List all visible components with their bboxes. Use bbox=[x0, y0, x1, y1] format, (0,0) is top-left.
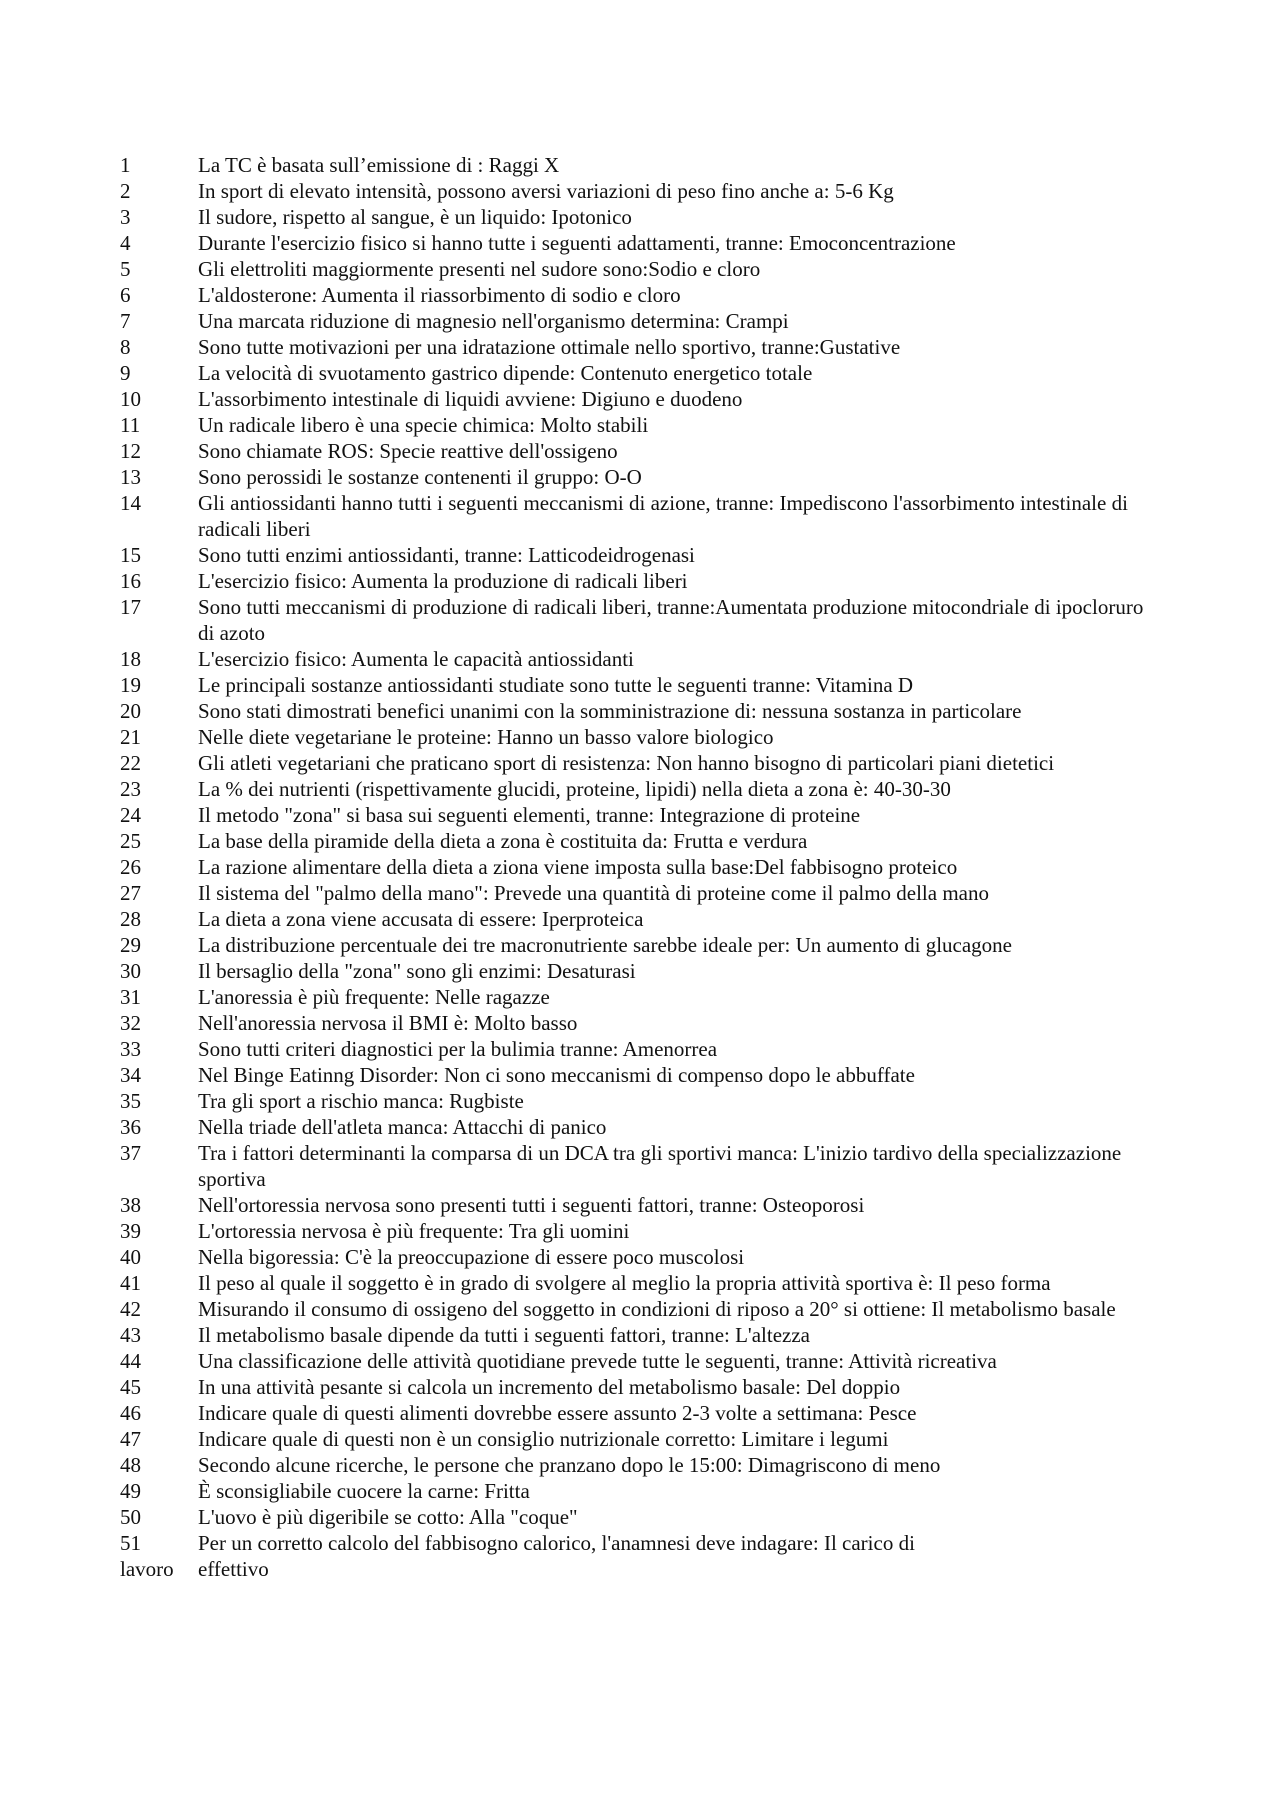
item-text: Tra i fattori determinanti la comparsa di un DCA tra gli sportivi manca: L'inizio tardivo della specializzazione sportiva bbox=[198, 1141, 1122, 1191]
item-text: L'ortoressia nervosa è più frequente: Tra gli uomini bbox=[198, 1219, 630, 1243]
item-number: 19 bbox=[120, 673, 141, 697]
item-number: 2 bbox=[120, 179, 131, 203]
item-number: 6 bbox=[120, 283, 131, 307]
list-item bbox=[120, 1374, 1160, 1400]
item-text: Il sistema del "palmo della mano": Prevede una quantità di proteine come il palmo della mano bbox=[198, 881, 989, 905]
item-text: Sono chiamate ROS: Specie reattive dell'ossigeno bbox=[198, 439, 618, 463]
item-number: 17 bbox=[120, 595, 141, 619]
item-number: 25 bbox=[120, 829, 141, 853]
item-number: 48 bbox=[120, 1453, 141, 1477]
item-number: 44 bbox=[120, 1349, 141, 1373]
item-number: 9 bbox=[120, 361, 131, 385]
list-item bbox=[120, 1036, 1160, 1062]
item-number: 42 bbox=[120, 1297, 141, 1321]
list-item bbox=[120, 1218, 1160, 1244]
item-text: Nell'ortoressia nervosa sono presenti tutti i seguenti fattori, tranne: Osteoporosi bbox=[198, 1193, 865, 1217]
item-text: L'esercizio fisico: Aumenta la produzione di radicali liberi bbox=[198, 569, 688, 593]
item-text: Indicare quale di questi non è un consiglio nutrizionale corretto: Limitare i legumi bbox=[198, 1427, 889, 1451]
item-text: La distribuzione percentuale dei tre macronutriente sarebbe ideale per: Un aumento di glucagone bbox=[198, 933, 1012, 957]
item-number: 26 bbox=[120, 855, 141, 879]
item-number: 50 bbox=[120, 1505, 141, 1529]
list-item bbox=[120, 1504, 1160, 1530]
item-text: Il metabolismo basale dipende da tutti i seguenti fattori, tranne: L'altezza bbox=[198, 1323, 810, 1347]
list-item bbox=[120, 152, 1160, 178]
item-number: 47 bbox=[120, 1427, 141, 1451]
item-number: 14 bbox=[120, 491, 141, 515]
item-number: 32 bbox=[120, 1011, 141, 1035]
item-number: 28 bbox=[120, 907, 141, 931]
list-item bbox=[120, 464, 1160, 490]
list-item bbox=[120, 672, 1160, 698]
item-text: Nelle diete vegetariane le proteine: Hanno un basso valore biologico bbox=[198, 725, 774, 749]
list-item bbox=[120, 360, 1160, 386]
item-number: 20 bbox=[120, 699, 141, 723]
item-text: In sport di elevato intensità, possono aversi variazioni di peso fino anche a: 5-6 Kg bbox=[198, 179, 894, 203]
item-number: 27 bbox=[120, 881, 141, 905]
continuation-left-text: lavoro bbox=[120, 1557, 174, 1581]
item-number: 45 bbox=[120, 1375, 141, 1399]
list-item bbox=[120, 1426, 1160, 1452]
item-text: Sono stati dimostrati benefici unanimi con la somministrazione di: nessuna sostanza in particolare bbox=[198, 699, 1022, 723]
item-text: Sono tutti meccanismi di produzione di radicali liberi, tranne:Aumentata produzione mitocondriale di ipocloruro di azoto bbox=[198, 595, 1144, 645]
list-item bbox=[120, 1062, 1160, 1088]
list-item bbox=[120, 204, 1160, 230]
list-item bbox=[120, 906, 1160, 932]
item-text: Una marcata riduzione di magnesio nell'organismo determina: Crampi bbox=[198, 309, 789, 333]
list-item bbox=[120, 282, 1160, 308]
list-item bbox=[120, 594, 1160, 646]
item-text: Sono tutti criteri diagnostici per la bulimia tranne: Amenorrea bbox=[198, 1037, 718, 1061]
item-text: È sconsigliabile cuocere la carne: Fritta bbox=[198, 1479, 530, 1503]
list-item bbox=[120, 984, 1160, 1010]
list-item bbox=[120, 828, 1160, 854]
item-text: Per un corretto calcolo del fabbisogno calorico, l'anamnesi deve indagare: Il carico di bbox=[198, 1531, 915, 1555]
list-item bbox=[120, 1244, 1160, 1270]
item-text: Indicare quale di questi alimenti dovrebbe essere assunto 2-3 volte a settimana: Pesce bbox=[198, 1401, 917, 1425]
item-number: 24 bbox=[120, 803, 141, 827]
item-number: 41 bbox=[120, 1271, 141, 1295]
item-text: Secondo alcune ricerche, le persone che pranzano dopo le 15:00: Dimagriscono di meno bbox=[198, 1453, 941, 1477]
item-number: 3 bbox=[120, 205, 131, 229]
item-text: La dieta a zona viene accusata di essere: Iperproteica bbox=[198, 907, 644, 931]
item-text: In una attività pesante si calcola un incremento del metabolismo basale: Del doppio bbox=[198, 1375, 901, 1399]
list-item bbox=[120, 1400, 1160, 1426]
item-text: Una classificazione delle attività quotidiane prevede tutte le seguenti, tranne: Attività ricreativa bbox=[198, 1349, 997, 1373]
list-item bbox=[120, 1478, 1160, 1504]
item-text: Sono tutti enzimi antiossidanti, tranne: Latticodeidrogenasi bbox=[198, 543, 695, 567]
item-number: 39 bbox=[120, 1219, 141, 1243]
item-number: 15 bbox=[120, 543, 141, 567]
list-item bbox=[120, 334, 1160, 360]
item-number: 46 bbox=[120, 1401, 141, 1425]
list-item bbox=[120, 1322, 1160, 1348]
list-item bbox=[120, 178, 1160, 204]
item-number: 18 bbox=[120, 647, 141, 671]
item-number: 40 bbox=[120, 1245, 141, 1269]
list-item bbox=[120, 802, 1160, 828]
item-text: Gli atleti vegetariani che praticano sport di resistenza: Non hanno bisogno di particolari piani dietetici bbox=[198, 751, 1055, 775]
item-number: 4 bbox=[120, 231, 131, 255]
list-item bbox=[120, 958, 1160, 984]
item-number: 12 bbox=[120, 439, 141, 463]
item-number: 10 bbox=[120, 387, 141, 411]
item-number: 34 bbox=[120, 1063, 141, 1087]
item-text: Tra gli sport a rischio manca: Rugbiste bbox=[198, 1089, 524, 1113]
item-text: La TC è basata sull’emissione di : Raggi X bbox=[198, 153, 560, 177]
item-number: 23 bbox=[120, 777, 141, 801]
question-list bbox=[120, 152, 1160, 1582]
item-text: L'aldosterone: Aumenta il riassorbimento di sodio e cloro bbox=[198, 283, 681, 307]
list-item bbox=[120, 724, 1160, 750]
continuation-text: effettivo bbox=[198, 1557, 269, 1581]
item-text: L'anoressia è più frequente: Nelle ragazze bbox=[198, 985, 550, 1009]
item-text: Nell'anoressia nervosa il BMI è: Molto basso bbox=[198, 1011, 578, 1035]
item-number: 31 bbox=[120, 985, 141, 1009]
item-text: Il bersaglio della "zona" sono gli enzimi: Desaturasi bbox=[198, 959, 636, 983]
item-number: 8 bbox=[120, 335, 131, 359]
item-number: 7 bbox=[120, 309, 131, 333]
item-text: Un radicale libero è una specie chimica: Molto stabili bbox=[198, 413, 649, 437]
item-number: 49 bbox=[120, 1479, 141, 1503]
item-text: Il metodo "zona" si basa sui seguenti elementi, tranne: Integrazione di proteine bbox=[198, 803, 861, 827]
list-item bbox=[120, 880, 1160, 906]
list-item bbox=[120, 1296, 1160, 1322]
list-item bbox=[120, 1140, 1160, 1192]
item-text: La % dei nutrienti (rispettivamente glucidi, proteine, lipidi) nella dieta a zona è: 40-30-30 bbox=[198, 777, 951, 801]
list-item bbox=[120, 1010, 1160, 1036]
list-item bbox=[120, 438, 1160, 464]
item-text: L'assorbimento intestinale di liquidi avviene: Digiuno e duodeno bbox=[198, 387, 743, 411]
item-text: La base della piramide della dieta a zona è costituita da: Frutta e verdura bbox=[198, 829, 808, 853]
list-item bbox=[120, 750, 1160, 776]
list-item bbox=[120, 1114, 1160, 1140]
list-item bbox=[120, 412, 1160, 438]
item-text: L'uovo è più digeribile se cotto: Alla "coque" bbox=[198, 1505, 578, 1529]
item-number: 13 bbox=[120, 465, 141, 489]
item-number: 36 bbox=[120, 1115, 141, 1139]
item-number: 38 bbox=[120, 1193, 141, 1217]
item-number: 29 bbox=[120, 933, 141, 957]
list-item bbox=[120, 646, 1160, 672]
list-item bbox=[120, 776, 1160, 802]
list-item bbox=[120, 386, 1160, 412]
item-text: Il sudore, rispetto al sangue, è un liquido: Ipotonico bbox=[198, 205, 632, 229]
list-item bbox=[120, 230, 1160, 256]
item-number: 21 bbox=[120, 725, 141, 749]
item-number: 30 bbox=[120, 959, 141, 983]
list-item bbox=[120, 1348, 1160, 1374]
item-text: L'esercizio fisico: Aumenta le capacità antiossidanti bbox=[198, 647, 634, 671]
list-item bbox=[120, 698, 1160, 724]
list-item bbox=[120, 1192, 1160, 1218]
item-text: Nella bigoressia: C'è la preoccupazione di essere poco muscolosi bbox=[198, 1245, 745, 1269]
item-number: 1 bbox=[120, 153, 131, 177]
list-item bbox=[120, 1530, 1160, 1556]
item-text: Sono tutte motivazioni per una idratazione ottimale nello sportivo, tranne:Gustative bbox=[198, 335, 901, 359]
item-text: La velocità di svuotamento gastrico dipende: Contenuto energetico totale bbox=[198, 361, 813, 385]
continuation-line bbox=[120, 1556, 1160, 1582]
list-item bbox=[120, 932, 1160, 958]
item-text: Gli antiossidanti hanno tutti i seguenti meccanismi di azione, tranne: Impediscono l'assorbimento intestinale di radicali liberi bbox=[198, 491, 1128, 541]
item-text: Durante l'esercizio fisico si hanno tutte i seguenti adattamenti, tranne: Emoconcentrazione bbox=[198, 231, 956, 255]
list-item bbox=[120, 1088, 1160, 1114]
item-text: Sono perossidi le sostanze contenenti il gruppo: O-O bbox=[198, 465, 642, 489]
item-number: 22 bbox=[120, 751, 141, 775]
list-item bbox=[120, 854, 1160, 880]
item-number: 33 bbox=[120, 1037, 141, 1061]
item-text: Le principali sostanze antiossidanti studiate sono tutte le seguenti tranne: Vitamina D bbox=[198, 673, 914, 697]
item-number: 16 bbox=[120, 569, 141, 593]
item-text: Il peso al quale il soggetto è in grado di svolgere al meglio la propria attività sportiva è: Il peso forma bbox=[198, 1271, 1051, 1295]
item-text: Nel Binge Eatinng Disorder: Non ci sono meccanismi di compenso dopo le abbuffate bbox=[198, 1063, 915, 1087]
item-number: 5 bbox=[120, 257, 131, 281]
item-text: Nella triade dell'atleta manca: Attacchi di panico bbox=[198, 1115, 607, 1139]
list-item bbox=[120, 1270, 1160, 1296]
list-item bbox=[120, 1452, 1160, 1478]
list-item bbox=[120, 568, 1160, 594]
list-item bbox=[120, 542, 1160, 568]
item-number: 11 bbox=[120, 413, 141, 437]
item-number: 51 bbox=[120, 1531, 141, 1555]
item-text: Misurando il consumo di ossigeno del soggetto in condizioni di riposo a 20° si ottiene: Il metabolismo basale bbox=[198, 1297, 1116, 1321]
item-text: La razione alimentare della dieta a ziona viene imposta sulla base:Del fabbisogno proteico bbox=[198, 855, 958, 879]
item-number: 35 bbox=[120, 1089, 141, 1113]
item-number: 37 bbox=[120, 1141, 141, 1165]
list-item bbox=[120, 256, 1160, 282]
list-item bbox=[120, 308, 1160, 334]
item-text: Gli elettroliti maggiormente presenti nel sudore sono:Sodio e cloro bbox=[198, 257, 761, 281]
list-item bbox=[120, 490, 1160, 542]
item-number: 43 bbox=[120, 1323, 141, 1347]
